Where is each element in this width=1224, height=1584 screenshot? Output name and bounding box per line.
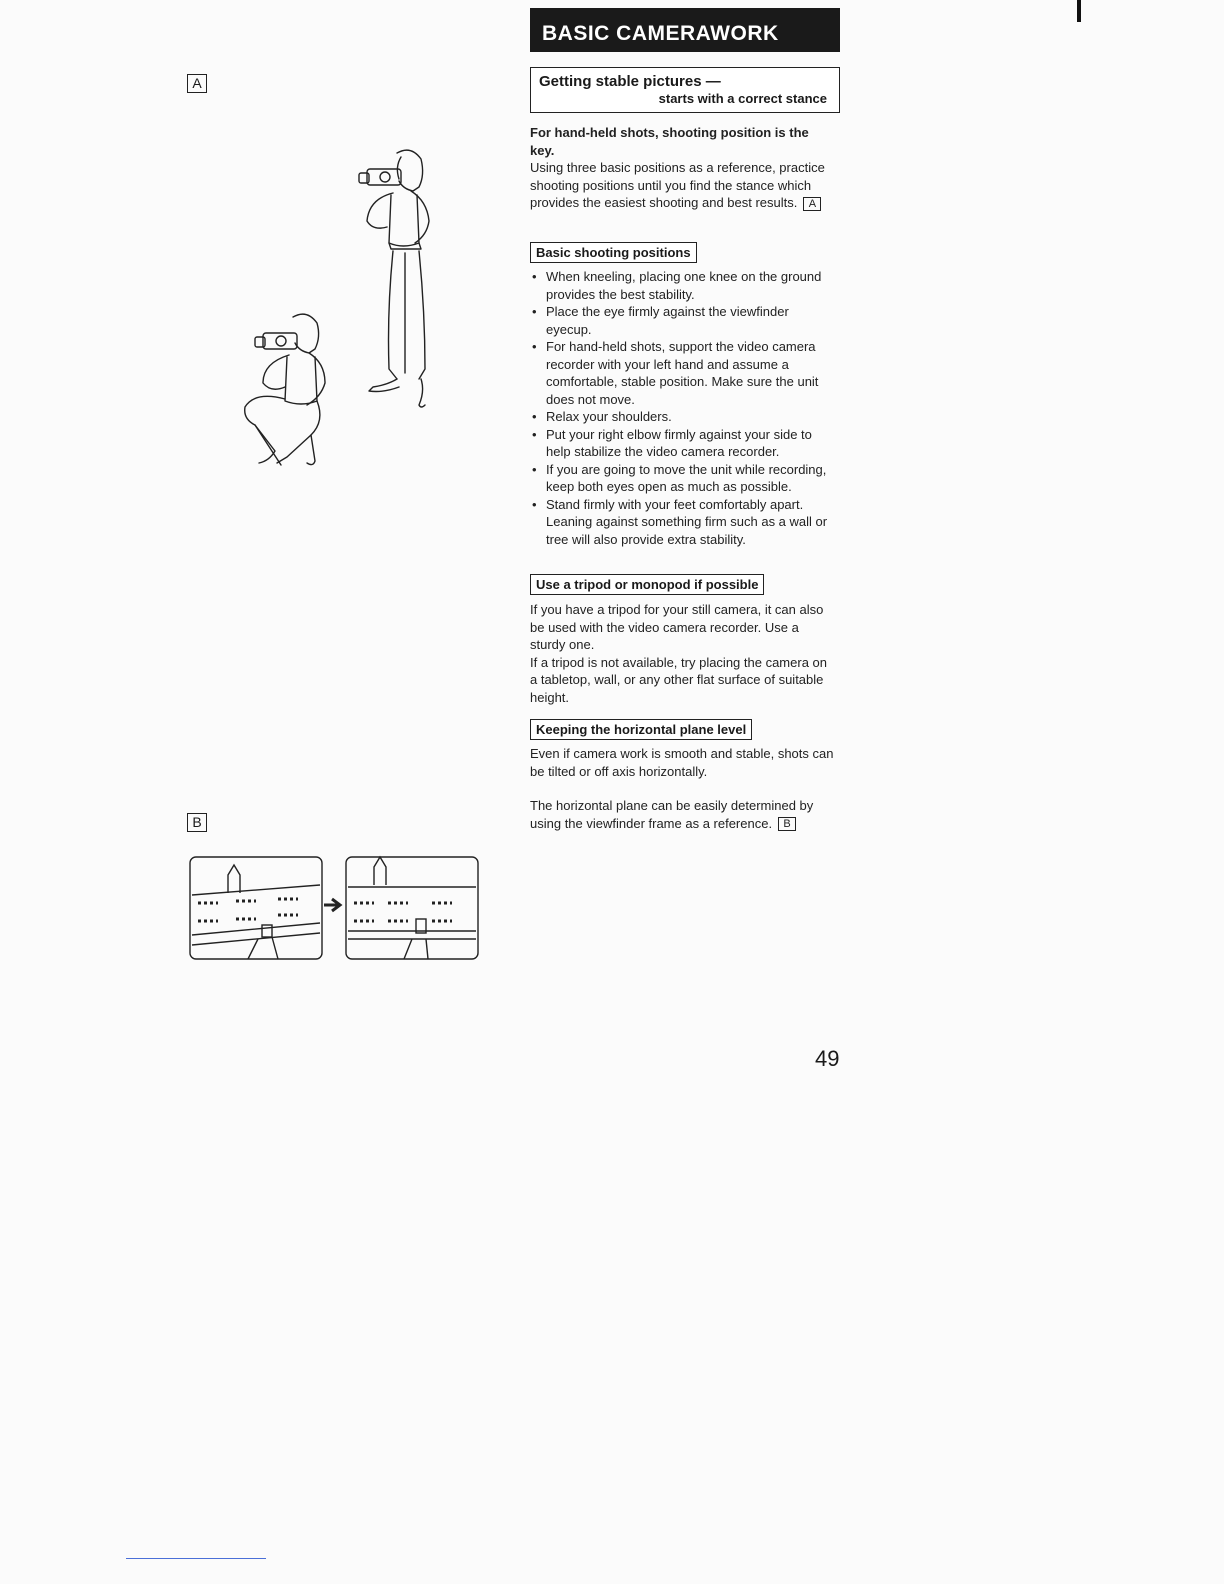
horizontal-plane-illustration — [188, 855, 483, 963]
figure-a-reference: A — [803, 197, 821, 211]
intro-body — [530, 159, 835, 212]
section-banner — [530, 8, 840, 52]
list-item: • For hand-held shots, support the video camera recorder with your left hand and assume a comfortable, stable position. Make sure the unit does not move. — [530, 338, 832, 408]
level-frame — [346, 857, 478, 959]
figure-b-label: B — [187, 813, 207, 832]
list-item: • If you are going to move the unit while recording, keep both eyes open as much as possible. — [530, 461, 832, 496]
list-item: • Relax your shoulders. — [530, 408, 832, 426]
intro-lead: For hand-held shots, shooting position is the key. — [530, 125, 809, 158]
bottom-rule — [126, 1558, 266, 1559]
tripod-body — [530, 601, 830, 706]
topic-title: Getting stable pictures — — [539, 73, 721, 90]
tripod-paragraph-2: If a tripod is not available, try placing the camera on a tabletop, wall, or any other flat surface of suitable height. — [530, 654, 827, 705]
tripod-heading: Use a tripod or monopod if possible — [530, 574, 764, 595]
list-item: • Put your right elbow firmly against your side to help stabilize the video camera recorder. — [530, 426, 832, 461]
topic-title-box — [530, 67, 840, 113]
level-paragraph-2-text: The horizontal plane can be easily determined by using the viewfinder frame as a reference. — [530, 798, 814, 831]
level-heading: Keeping the horizontal plane level — [530, 719, 752, 740]
intro-body-text: Using three basic positions as a reference, practice shooting positions until you find the stance which provides the easiest shooting and best results. — [530, 160, 825, 210]
level-body — [530, 745, 840, 832]
list-item: • Stand firmly with your feet comfortably apart. Leaning against something firm such as a wall or tree will also provide extra stability. — [530, 496, 832, 549]
standing-operator-figure — [359, 150, 429, 407]
page-number: 49 — [815, 1046, 840, 1071]
kneeling-operator-figure — [245, 314, 325, 465]
arrow-right-icon — [324, 899, 340, 911]
banner-title: BASIC CAMERAWORK — [542, 22, 779, 45]
tilted-frame — [190, 857, 322, 959]
basic-positions-list — [530, 268, 832, 548]
topic-subtitle: starts with a correct stance — [658, 91, 827, 106]
intro-block — [530, 124, 835, 212]
figure-b-reference: B — [778, 817, 796, 831]
basic-positions-heading: Basic shooting positions — [530, 242, 697, 263]
tripod-paragraph-1: If you have a tripod for your still camera, it can also be used with the video camera recorder. Use a sturdy one. — [530, 602, 824, 652]
level-paragraph-2 — [530, 797, 840, 832]
list-item: • Place the eye firmly against the viewfinder eyecup. — [530, 303, 832, 338]
list-item: • When kneeling, placing one knee on the ground provides the best stability. — [530, 268, 832, 303]
level-paragraph-1: Even if camera work is smooth and stable, shots can be tilted or off axis horizontally. — [530, 746, 834, 779]
margin-bar — [1077, 0, 1081, 22]
shooting-positions-illustration — [225, 135, 455, 480]
figure-a-label: A — [187, 74, 207, 93]
